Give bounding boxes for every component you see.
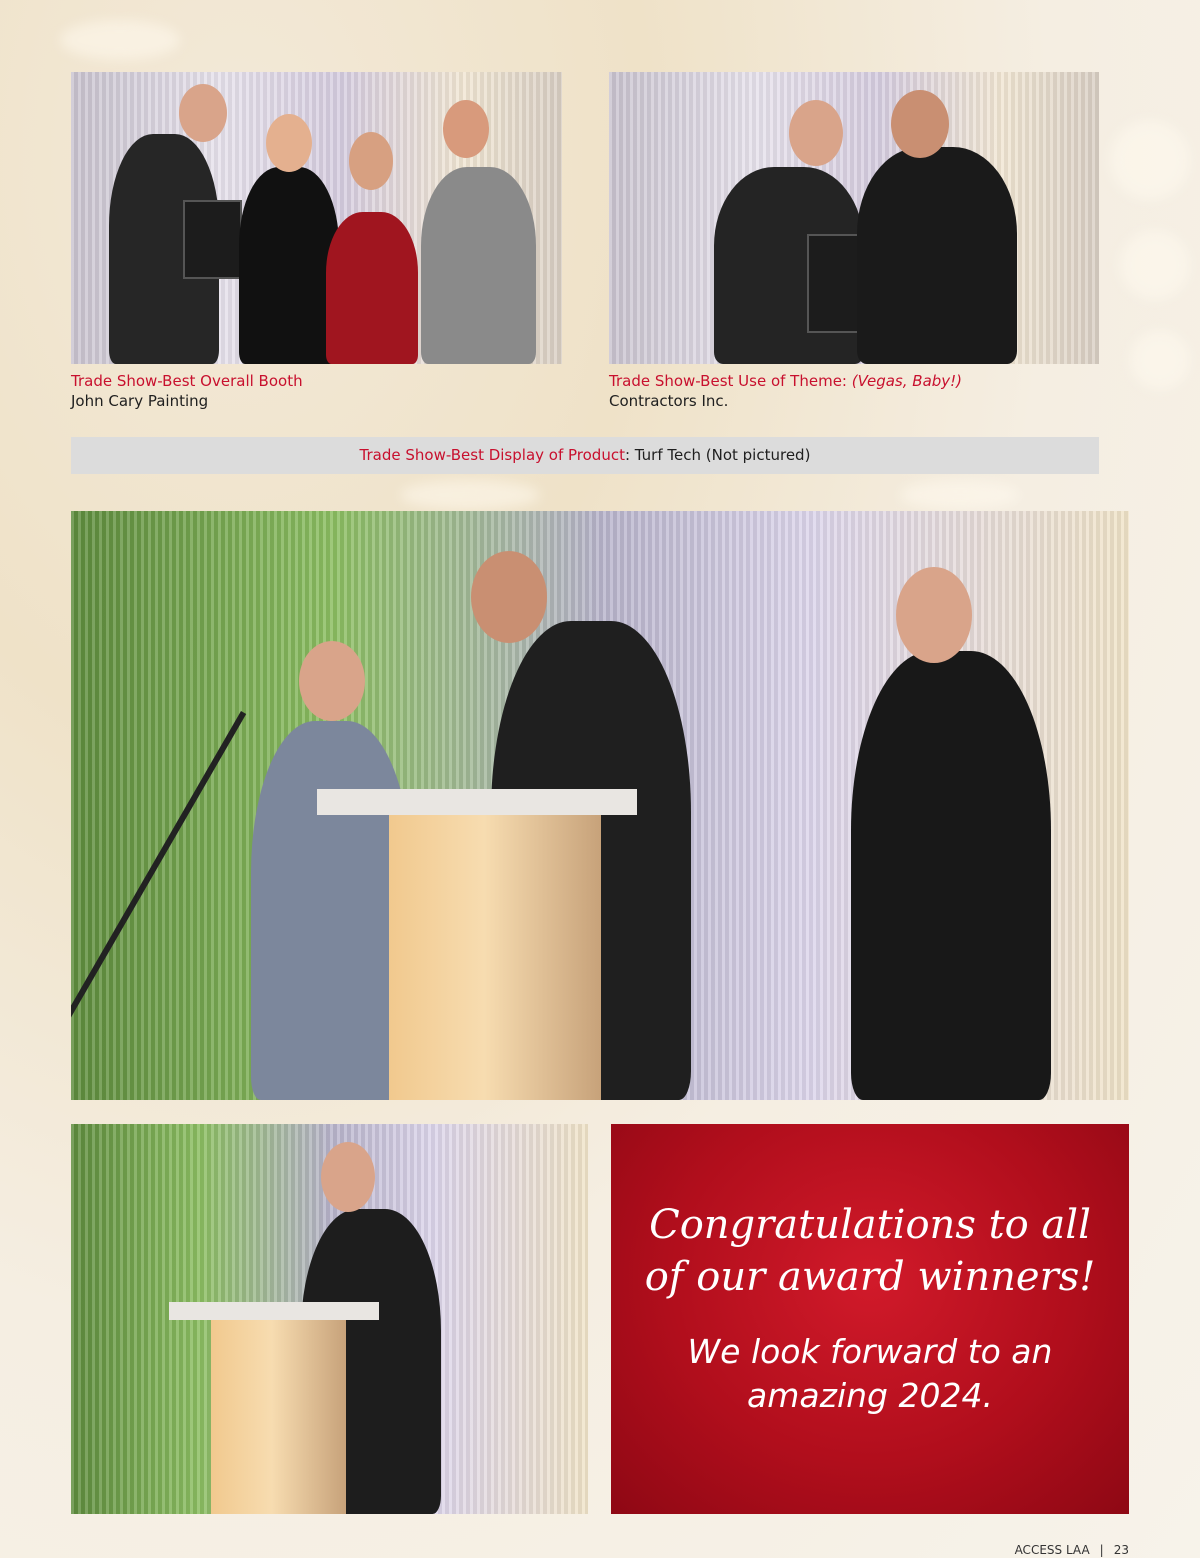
person-head: [789, 100, 843, 166]
award-title-line: [609, 371, 1099, 391]
person: [239, 167, 339, 364]
person-head: [179, 84, 227, 142]
person-head: [349, 132, 393, 190]
best-display-banner: [71, 437, 1099, 474]
photo-best-overall-booth: [71, 72, 562, 364]
photo-stage-presentation: [71, 511, 1129, 1100]
footer-separator: |: [1099, 1543, 1104, 1557]
bokeh-light: [400, 480, 540, 510]
award-title: Trade Show-Best Overall Booth: [71, 372, 303, 390]
publication-name: ACCESS LAA: [1014, 1543, 1090, 1557]
caption-best-use-of-theme: [609, 371, 1099, 411]
person-head: [321, 1142, 375, 1212]
podium-top: [317, 789, 637, 815]
bokeh-light: [60, 20, 180, 60]
bokeh-light: [900, 480, 1020, 510]
closing-line: We look forward to an: [687, 1332, 1053, 1371]
page-number: 23: [1113, 1543, 1129, 1557]
person-head: [896, 567, 972, 663]
headline-line: Congratulations to all: [649, 1202, 1091, 1248]
award-title: Trade Show-Best Use of Theme:: [609, 372, 852, 390]
person-head: [443, 100, 489, 158]
closing-line: amazing 2024.: [747, 1376, 993, 1415]
page-footer: [1015, 1543, 1129, 1557]
congratulations-headline: [631, 1199, 1109, 1303]
caption-best-overall-booth: [71, 371, 562, 411]
person: [326, 212, 418, 364]
person: [851, 651, 1051, 1100]
award-winner: John Cary Painting: [71, 392, 209, 410]
photo-podium-speaker: [71, 1124, 588, 1514]
podium: [389, 815, 601, 1100]
person: [857, 147, 1017, 364]
podium-top: [169, 1302, 379, 1320]
award-winner: Contractors Inc.: [609, 392, 729, 410]
person-head: [299, 641, 365, 721]
award-winner-note: : Turf Tech (Not pictured): [624, 446, 811, 464]
photo-best-use-of-theme: [609, 72, 1099, 364]
person: [421, 167, 536, 364]
award-title: Trade Show-Best Display of Product: [359, 446, 625, 464]
award-plaque: [183, 200, 242, 279]
bokeh-light: [1130, 330, 1190, 390]
podium: [211, 1320, 346, 1514]
headline-line: of our award winners!: [644, 1254, 1096, 1300]
congratulations-panel: [611, 1124, 1129, 1514]
person-head: [891, 90, 949, 158]
person-head: [471, 551, 547, 643]
bokeh-light: [1120, 230, 1190, 300]
person: [251, 721, 411, 1100]
bokeh-light: [1110, 120, 1190, 200]
microphone-stand: [71, 711, 246, 1051]
person-head: [266, 114, 312, 172]
closing-message: [631, 1330, 1109, 1418]
award-theme: (Vegas, Baby!): [851, 372, 963, 390]
